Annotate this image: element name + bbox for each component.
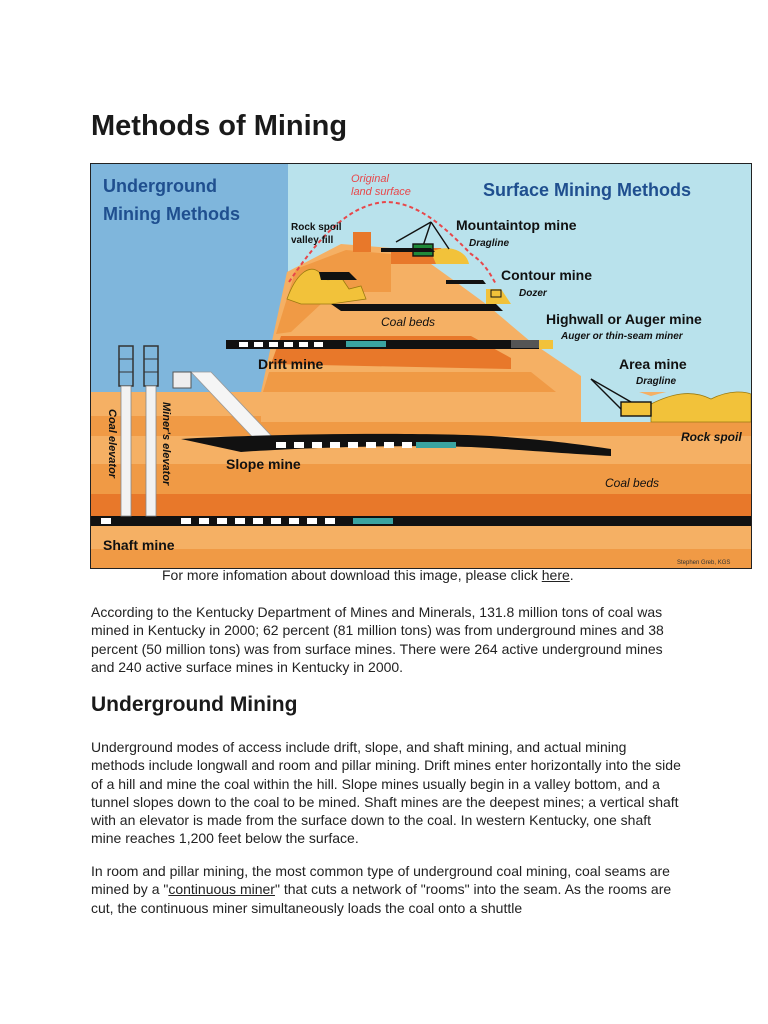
diagram-credit: Stephen Greb, KGS — [677, 560, 731, 566]
rock-spoil-fill-line2: valley fill — [291, 235, 334, 246]
auger-miner-label: Auger or thin-seam miner — [561, 331, 683, 342]
slope-mine-label: Slope mine — [226, 456, 301, 472]
drift-mine-label: Drift mine — [258, 356, 324, 372]
underground-paragraph-2 — [91, 862, 681, 917]
coal-elevator-label: Coal elevator — [106, 409, 118, 479]
dragline-label-2: Dragline — [636, 376, 677, 387]
rock-spoil-label: Rock spoil — [681, 430, 742, 444]
highwall-mine-label: Highwall or Auger mine — [546, 311, 702, 327]
dozer-label: Dozer — [519, 288, 547, 299]
mining-methods-diagram — [90, 163, 752, 569]
paragraph2-end: " that cuts a network of "rooms" into the seam. As the rooms are cut, the continuous miner simultaneously loads the coal onto a shuttle — [91, 881, 672, 916]
download-here-link[interactable]: here — [541, 567, 570, 583]
caption-text: For more infomation about download this image, please click — [162, 567, 542, 583]
miners-elevator-label: Miner's elevator — [160, 402, 172, 486]
underground-paragraph-1: Underground modes of access include drift, slope, and shaft mining, and actual mining methods include longwall and room and pillar mining. Drift mines enter horizontally into the side of a hill and mine the coal within the hill. Slope mines usually begin in a valley bottom, and a tunnel slopes down to the coal to be mined. Shaft mines are the deepest mines; a vertical shaft with an elevator is made from the surface down to the coal. In western Kentucky, one shaft mine reaches 1,200 feet below the surface. — [91, 739, 681, 847]
intro-paragraph: According to the Kentucky Department of Mines and Minerals, 131.8 million tons of coal was mined in Kentucky in 2000; 62 percent (81 million tons) was from underground mines and 38 percent (50 million tons) was from surface mines. There were 264 active underground mines and 240 active surface mines in Kentucky in 2000. — [91, 604, 664, 675]
dozer — [491, 290, 501, 297]
original-surface-line1: Original — [351, 173, 389, 185]
underground-title-line2: Mining Methods — [103, 204, 240, 224]
area-mine-label: Area mine — [619, 356, 687, 372]
diagram-caption — [162, 567, 574, 583]
dragline-label-1: Dragline — [469, 238, 510, 249]
continuous-miner-link[interactable]: continuous miner — [168, 881, 275, 898]
coal-beds-lower-label: Coal beds — [605, 476, 660, 490]
caption-end: . — [569, 567, 574, 583]
shaft-mine-label: Shaft mine — [103, 537, 175, 553]
page-title: Methods of Mining — [91, 110, 348, 142]
underground-title-line1: Underground — [103, 176, 217, 196]
surface-title: Surface Mining Methods — [483, 180, 692, 200]
mountaintop-mine-label: Mountaintop mine — [456, 217, 577, 233]
rock-spoil-fill-line1: Rock spoil — [291, 222, 342, 233]
underground-mining-heading: Underground Mining — [91, 693, 298, 716]
paragraph2-start: In room and pillar mining, the most common type of underground coal mining, coal seams are mined by a " — [91, 863, 670, 898]
contour-mine-label: Contour mine — [501, 267, 592, 283]
coal-beds-upper-label: Coal beds — [381, 315, 436, 329]
original-surface-line2: land surface — [351, 186, 411, 198]
